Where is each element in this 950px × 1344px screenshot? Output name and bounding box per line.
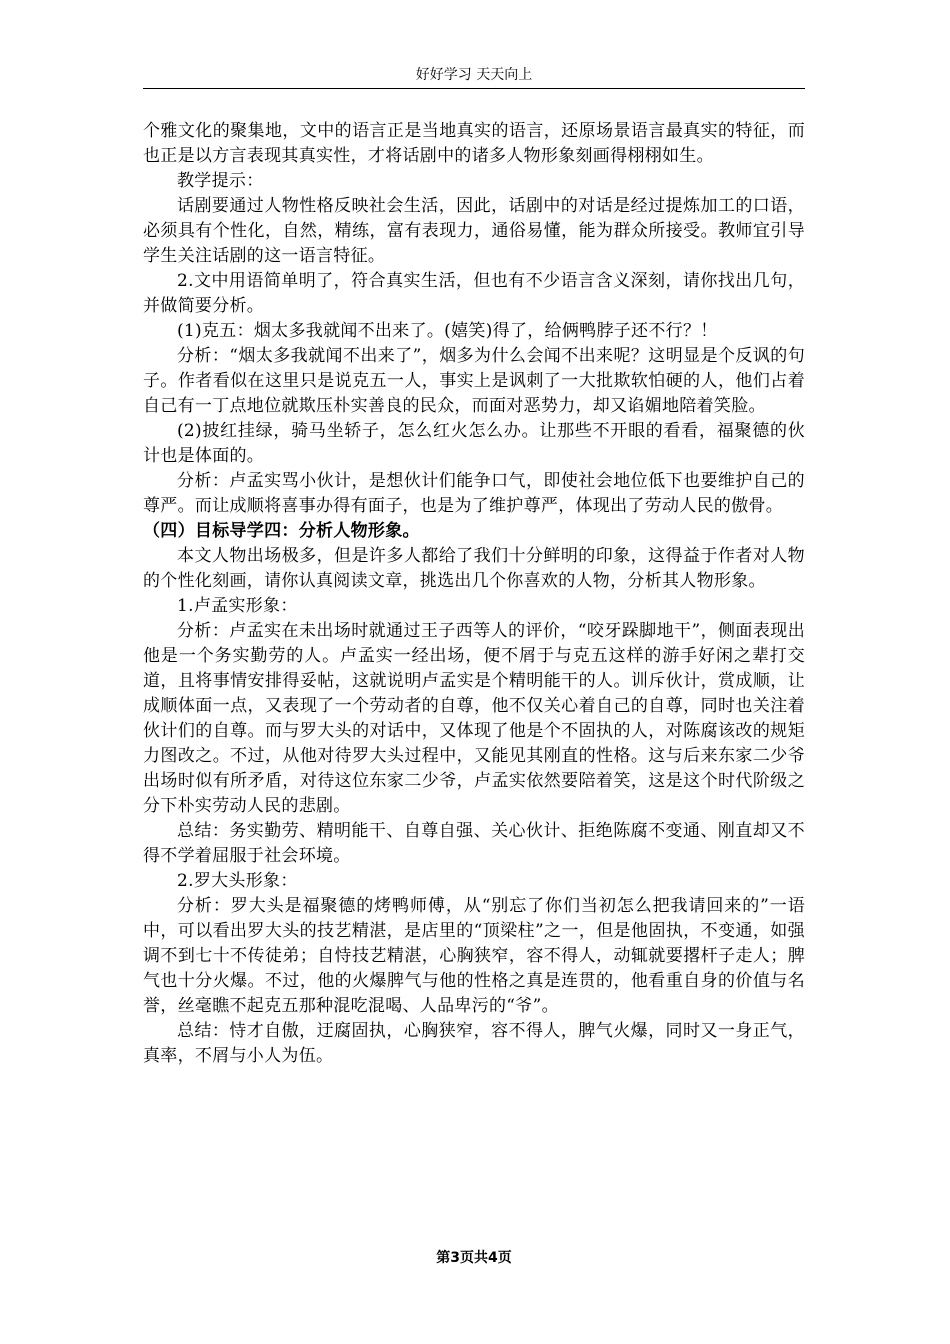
page-footer: 第3页共4页 bbox=[436, 1250, 512, 1266]
paragraph: 教学提示： bbox=[177, 171, 264, 191]
paragraph: 总结：务实勤劳、精明能干、自尊自强、关心伙计、拒绝陈腐不变通、刚直却又不得不学着屈服于社会环境。 bbox=[143, 821, 805, 866]
paragraph: 话剧要通过人物性格反映社会生活，因此，话剧中的对话是经过提炼加工的口语，必须具有个性化，自然，精练，富有表现力，通俗易懂，能为群众所接受。教师宜引导学生关注话剧的这一语言特征。 bbox=[143, 196, 805, 266]
paragraph: 分析：卢孟实骂小伙计，是想伙计们能争口气，即使社会地位低下也要维护自己的尊严。而让成顺将喜事办得有面子，也是为了维护尊严，体现出了劳动人民的傲骨。 bbox=[143, 471, 805, 516]
paragraph: 本文人物出场极多，但是许多人都给了我们十分鲜明的印象，这得益于作者对人物的个性化刻画，请你认真阅读文章，挑选出几个你喜欢的人物，分析其人物形象。 bbox=[143, 546, 805, 591]
header-rule bbox=[143, 88, 805, 89]
document-body bbox=[143, 119, 805, 1069]
paragraph: 个雅文化的聚集地，文中的语言正是当地真实的语言，还原场景语言最真实的特征，而也正是以方言表现其真实性，才将话剧中的诸多人物形象刻画得栩栩如生。 bbox=[143, 121, 805, 166]
page-header: 好好学习 天天向上 bbox=[415, 67, 533, 83]
paragraph: 1.卢孟实形象： bbox=[177, 596, 298, 616]
paragraph: 总结：恃才自傲，迂腐固执，心胸狭窄，容不得人，脾气火爆，同时又一身正气，真率，不屑与小人为伍。 bbox=[143, 1021, 805, 1066]
paragraph: 分析：“烟太多我就闻不出来了”，烟多为什么会闻不出来呢？这明显是个反讽的句子。作者看似在这里只是说克五一人，事实上是讽刺了一大批欺软怕硬的人，他们占着自己有一丁点地位就欺压朴实善良的民众，而面对恶势力，却又谄媚地陪着笑脸。 bbox=[143, 346, 805, 416]
paragraph: (2)披红挂绿，骑马坐轿子，怎么红火怎么办。让那些不开眼的看看，福聚德的伙计也是体面的。 bbox=[143, 421, 805, 466]
paragraph: 分析：卢孟实在未出场时就通过王子西等人的评价，“咬牙跺脚地干”，侧面表现出他是一个务实勤劳的人。卢孟实一经出场，便不屑于与克五这样的游手好闲之辈打交道，且将事情安排得妥帖，这就说明卢孟实是个精明能干的人。训斥伙计，赏成顺，让成顺体面一点，又表现了一个劳动者的自尊，他不仅关心着自己的自尊，同时也关注着伙计们的自尊。而与罗大头的对话中，又体现了他是个不固执的人，对陈腐该改的规矩力图改之。不过，从他对待罗大头过程中，又能见其刚直的性格。这与后来东家二少爷出场时似有所矛盾，对待这位东家二少爷，卢孟实依然要陪着笑，这是这个时代阶级之分下朴实劳动人民的悲剧。 bbox=[143, 621, 805, 816]
paragraph: 2.文中用语简单明了，符合真实生活，但也有不少语言含义深刻，请你找出几句，并做简要分析。 bbox=[143, 271, 805, 316]
paragraph: 2.罗大头形象： bbox=[177, 871, 298, 891]
paragraph: 分析：罗大头是福聚德的烤鸭师傅，从“别忘了你们当初怎么把我请回来的”一语中，可以看出罗大头的技艺精湛，是店里的“顶梁柱”之一，但是他固执，不变通，如强调不到七十不传徒弟；自恃技艺精湛，心胸狭窄，容不得人，动辄就要撂杆子走人；脾气也十分火爆。不过，他的火爆脾气与他的性格之真是连贯的，他看重自身的价值与名誉，丝毫瞧不起克五那种混吃混喝、人品卑污的“爷”。 bbox=[143, 896, 805, 1016]
paragraph: (1)克五：烟太多我就闻不出来了。(嬉笑)得了，给俩鸭脖子还不行？！ bbox=[177, 321, 718, 341]
section-heading: （四）目标导学四：分析人物形象。 bbox=[143, 521, 420, 541]
